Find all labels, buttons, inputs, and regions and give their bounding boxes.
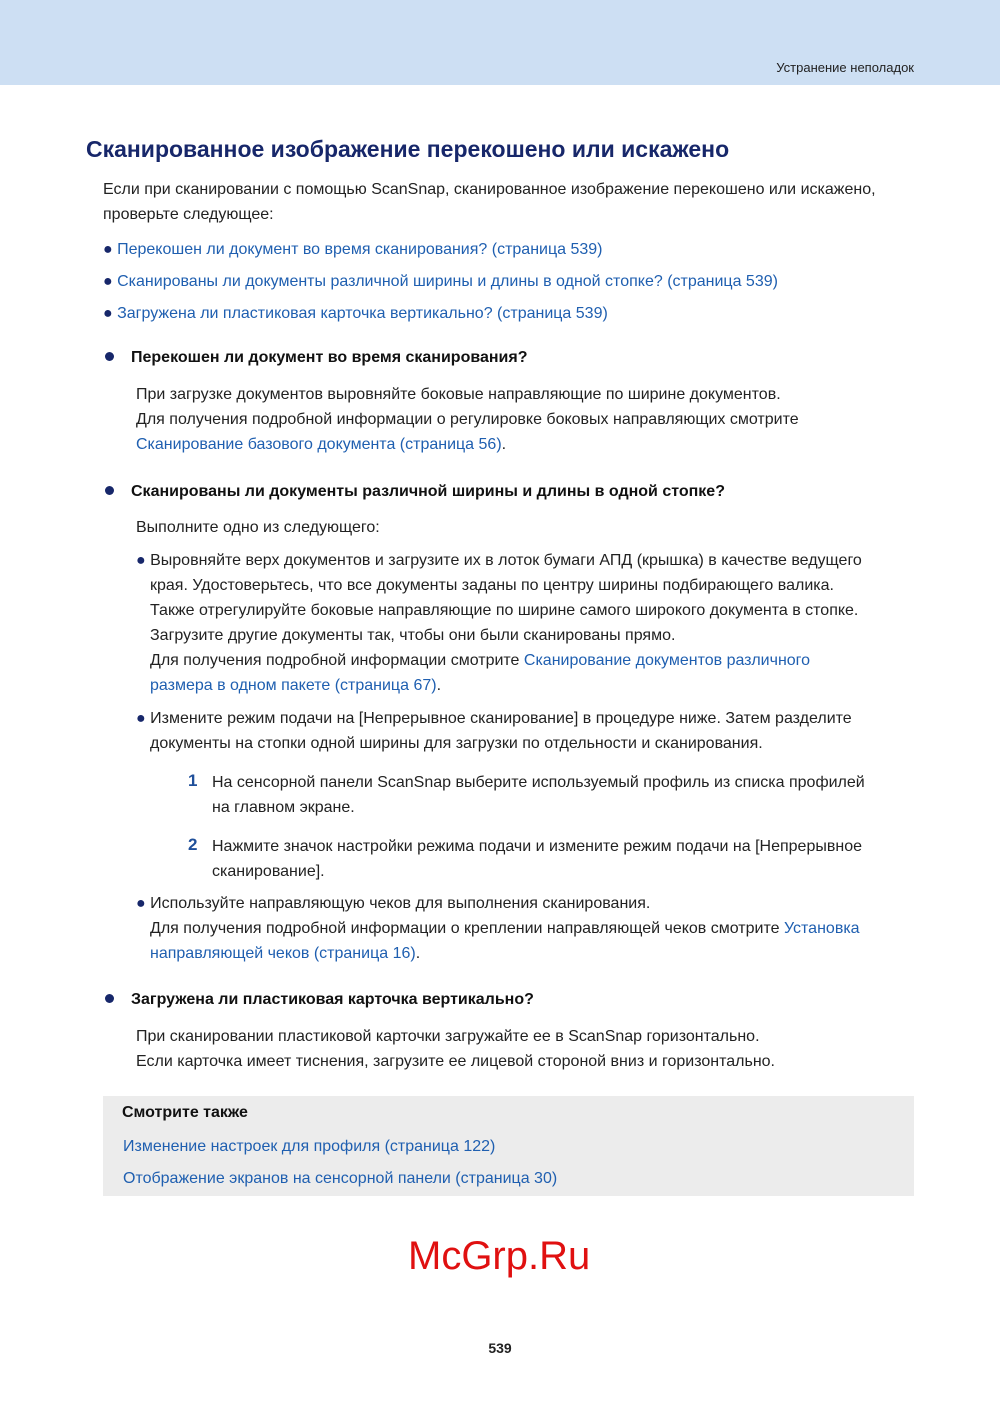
body-line: документы на стопки одной ширины для загрузки по отдельности и сканирования. (150, 735, 763, 752)
bullet-icon (105, 486, 114, 495)
link[interactable]: Установка (783, 920, 860, 937)
body-line: Используйте направляющую чеков для выполнения сканирования. (150, 895, 651, 912)
toc-links (103, 234, 778, 330)
body-line: на главном экране. (212, 799, 355, 816)
body-line: При загрузке документов выровняйте боковые направляющие по ширине документов. (136, 386, 781, 403)
bullet-item (136, 891, 860, 966)
body-line: края. Удостоверьтесь, что все документы заданы по центру ширины подбирающего валика. (150, 577, 834, 594)
bullet-icon: ● (103, 305, 118, 322)
bullet-icon: ● (136, 710, 151, 727)
bullet-item (136, 548, 862, 698)
intro-line: проверьте следующее: (103, 206, 274, 223)
section-body (136, 382, 799, 457)
toc-link[interactable]: Сканированы ли документы различной ширины и длины в одной стопке? (страница 539) (117, 273, 778, 290)
watermark: McGrp.Ru (408, 1234, 591, 1278)
page-number: 539 (488, 1340, 512, 1356)
section-lead: Выполните одно из следующего: (136, 519, 380, 536)
step-text (212, 770, 865, 820)
body-line: Если карточка имеет тиснения, загрузите ее лицевой стороной вниз и горизонтально. (136, 1053, 775, 1070)
see-also-link[interactable]: Изменение настроек для профиля (страница 122) (123, 1138, 496, 1155)
body-line: Выровняйте верх документов и загрузите их в лоток бумаги АПД (крышка) в качестве ведущего (150, 552, 862, 569)
body-line: Загрузите другие документы так, чтобы они были сканированы прямо. (150, 627, 676, 644)
toc-link[interactable]: Перекошен ли документ во время сканирования? (страница 539) (117, 241, 603, 258)
see-also-title: Смотрите также (122, 1104, 248, 1121)
step-text (212, 834, 862, 884)
body-line: сканирование]. (212, 863, 325, 880)
see-also-links (123, 1131, 557, 1195)
section-body (136, 1024, 775, 1074)
punctuation: . (436, 677, 442, 694)
section-header: Устранение неполадок (776, 60, 914, 75)
bullet-item (136, 706, 852, 756)
punctuation: . (415, 945, 421, 962)
see-also-link[interactable]: Отображение экранов на сенсорной панели (страница 30) (123, 1170, 558, 1187)
body-line: Для получения подробной информации о регулировке боковых направляющих смотрите (136, 411, 799, 428)
bullet-icon: ● (103, 241, 118, 258)
bullet-icon (105, 352, 114, 361)
body-line: Также отрегулируйте боковые направляющие по ширине самого широкого документа в стопке. (150, 602, 859, 619)
section-heading: Перекошен ли документ во время сканирования? (131, 349, 528, 366)
toc-link[interactable]: Загружена ли пластиковая карточка вертикально? (страница 539) (117, 305, 608, 322)
punctuation: . (501, 436, 507, 453)
intro-line: Если при сканировании с помощью ScanSnap, сканированное изображение перекошено или искажено, (103, 181, 876, 198)
body-line: При сканировании пластиковой карточки загружайте ее в ScanSnap горизонтально. (136, 1028, 760, 1045)
bullet-icon: ● (103, 273, 118, 290)
section-heading: Сканированы ли документы различной ширины и длины в одной стопке? (131, 483, 725, 500)
see-also-box (103, 1096, 914, 1196)
bullet-icon (105, 994, 114, 1003)
body-line: Нажмите значок настройки режима подачи и измените режим подачи на [Непрерывное (212, 838, 862, 855)
section-heading: Загружена ли пластиковая карточка вертикально? (131, 991, 534, 1008)
link[interactable]: размера в одном пакете (страница 67) (150, 677, 437, 694)
bullet-icon: ● (136, 895, 151, 912)
intro (103, 177, 876, 227)
body-line: Для получения подробной информации смотрите (150, 652, 524, 669)
body-line: Измените режим подачи на [Непрерывное сканирование] в процедуре ниже. Затем разделите (150, 710, 852, 727)
body-line: Для получения подробной информации о креплении направляющей чеков смотрите (150, 920, 784, 937)
body-line: На сенсорной панели ScanSnap выберите используемый профиль из списка профилей (212, 774, 865, 791)
bullet-icon: ● (136, 552, 151, 569)
step-number: 1 (188, 771, 198, 790)
step-number: 2 (188, 835, 198, 854)
link[interactable]: Сканирование базового документа (страница 56) (136, 436, 502, 453)
link[interactable]: направляющей чеков (страница 16) (150, 945, 416, 962)
link[interactable]: Сканирование документов различного (523, 652, 811, 669)
page-title: Сканированное изображение перекошено или искажено (86, 136, 730, 162)
